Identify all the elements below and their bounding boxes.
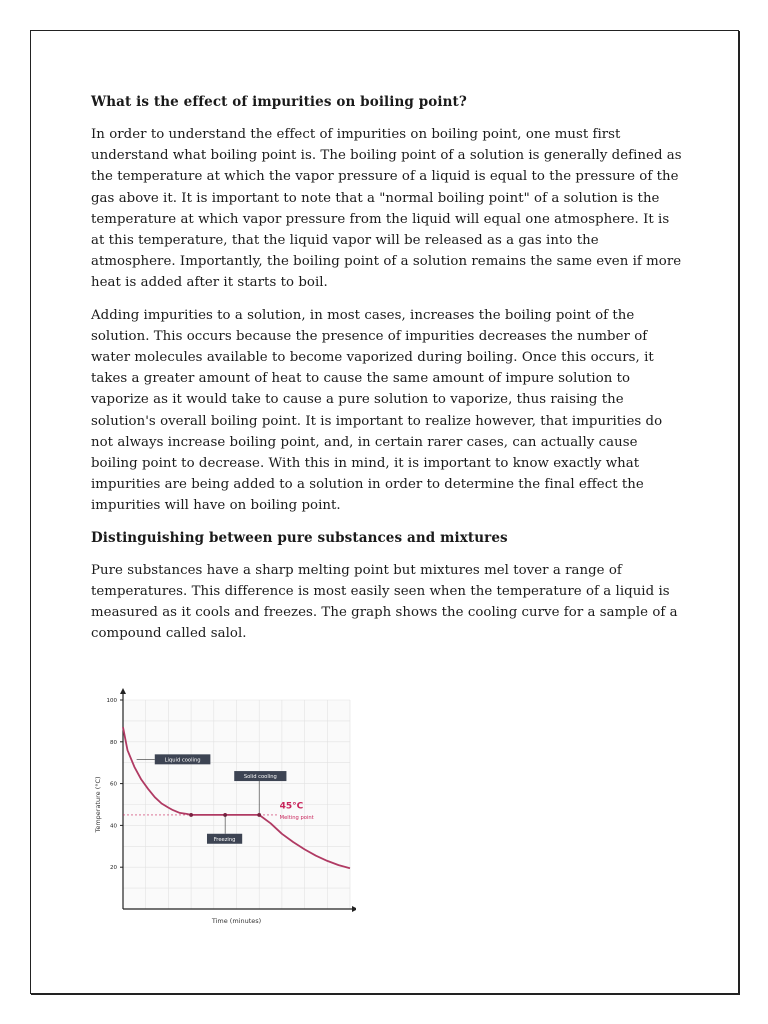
section-heading-impurities: What is the effect of impurities on boiling point? <box>91 94 467 110</box>
freezing-label: Freezing <box>213 836 236 843</box>
solid-cooling-label: Solid cooling <box>243 774 277 781</box>
chart-svg <box>88 683 356 928</box>
cooling-curve-chart <box>88 683 356 928</box>
paragraph-boiling-point: In order to understand the effect of impurities on boiling point, one must first understand what boiling point is. The boiling point of a solution is generally defined as the temperature at which the vapor pressure of a liquid is equal to the pressure of the gas above it. It is important to note that a "normal boiling point" of a solution is the temperature at which vapor pressure from the liquid will equal one atmosphere. It is at this temperature, that the liquid vapor will be released as a gas into the atmosphere. Importantly, the boiling point of a solution remains the same even if more heat is added after it starts to boil. <box>91 127 682 291</box>
y-axis-label: Temperature (°C) <box>94 776 102 833</box>
x-axis-arrow-icon <box>352 906 356 912</box>
curve-point <box>189 813 193 817</box>
y-tick-label: 100 <box>106 698 117 704</box>
x-axis-label: Time (minutes) <box>211 917 262 925</box>
curve-point <box>257 813 261 817</box>
paragraph-cooling-curve-intro: Pure substances have a sharp melting point but mixtures mel tover a range of temperatures. This difference is most easily seen when the temperature of a liquid is measured as it cools and freezes. The graph shows the cooling curve for a sample of a compound called salol. <box>91 562 678 642</box>
y-tick-label: 80 <box>110 739 117 746</box>
liquid-cooling-label: Liquid cooling <box>164 757 201 764</box>
y-axis-arrow-icon <box>120 688 126 694</box>
y-tick-label: 40 <box>110 823 117 830</box>
y-tick-label: 20 <box>110 865 117 872</box>
section-heading-pure-substances: Distinguishing between pure substances and mixtures <box>91 529 508 546</box>
document-body <box>91 92 683 655</box>
y-tick-label: 60 <box>110 781 117 788</box>
melting-temp-value: 45°C <box>279 801 304 812</box>
paragraph-adding-impurities: Adding impurities to a solution, in most cases, increases the boiling point of the solution. This occurs because the presence of impurities decreases the number of water molecules available to become vaporized during boiling. Once this occurs, it takes a greater amount of heat to cause the same amount of impure solution to vaporize as it would take to cause a pure solution to vaporize, thus raising the solution's overall boiling point. It is important to realize however, that impurities do not always increase boiling point, and, in certain rarer cases, can actually cause boiling point to decrease. With this in mind, it is important to know exactly what impurities are being added to a solution in order to determine the final effect the impurities will have on boiling point. <box>91 307 663 514</box>
melting-temp-caption: Melting point <box>279 815 314 822</box>
